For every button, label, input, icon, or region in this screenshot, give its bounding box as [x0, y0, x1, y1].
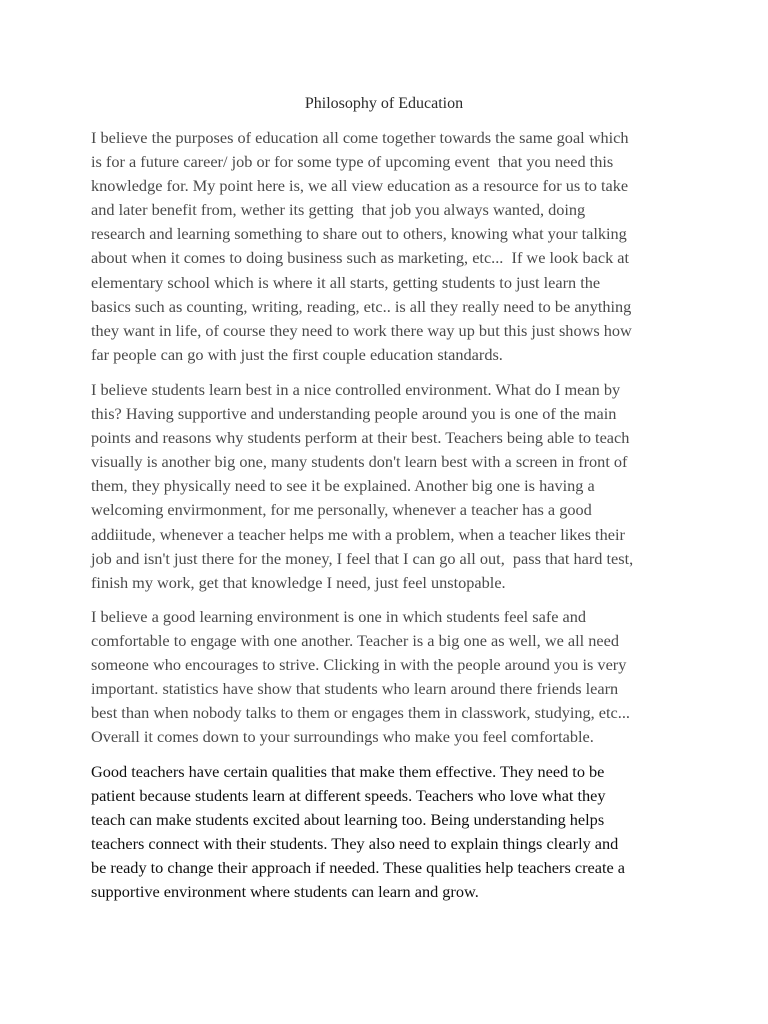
paragraph-4 — [91, 760, 687, 905]
paragraph-line: be ready to change their approach if needed. These qualities help teachers create a — [91, 858, 625, 878]
paragraph-line: knowledge for. My point here is, we all view education as a resource for us to take — [91, 176, 629, 196]
paragraph-line: teachers connect with their students. They also need to explain things clearly and — [91, 834, 619, 854]
paragraph-2 — [91, 378, 687, 595]
paragraph-line: best than when nobody talks to them or engages them in classwork, studying, etc... — [91, 703, 630, 723]
paragraph-3 — [91, 605, 687, 750]
paragraph-line: they want in life, of course they need to work there way up but this just shows how — [91, 320, 632, 340]
document-title: Philosophy of Education — [304, 95, 464, 112]
paragraph-line: I believe a good learning environment is one in which students feel safe and — [91, 607, 587, 626]
paragraph-line: patient because students learn at different speeds. Teachers who love what they — [91, 786, 606, 806]
paragraph-line: teach can make students excited about learning too. Being understanding helps — [91, 810, 605, 830]
paragraph-line: is for a future career/ job or for some type of upcoming event that you need this — [91, 152, 614, 172]
paragraph-1 — [91, 126, 687, 367]
paragraph-line: about when it comes to doing business such as marketing, etc... If we look back at — [91, 248, 630, 268]
paragraph-line: welcoming envirmonment, for me personally, whenever a teacher has a good — [91, 500, 592, 520]
paragraph-line: important. statistics have show that students who learn around there friends learn — [91, 679, 619, 699]
paragraph-line: them, they physically need to see it be explained. Another big one is having a — [91, 476, 595, 496]
paragraph-line: supportive environment where students can learn and grow. — [91, 882, 479, 902]
paragraph-line: elementary school which is where it all starts, getting students to just learn the — [91, 272, 601, 292]
paragraph-line: job and isn't just there for the money, I feel that I can go all out, pass that hard test, — [91, 548, 634, 568]
paragraph-line: someone who encourages to strive. Clicking in with the people around you is very — [91, 655, 627, 675]
paragraph-line: comfortable to engage with one another. Teacher is a big one as well, we all need — [91, 631, 619, 651]
paragraph-line: addiitude, whenever a teacher helps me with a problem, when a teacher likes their — [91, 524, 625, 544]
paragraph-line: points and reasons why students perform at their best. Teachers being able to teach — [91, 428, 630, 448]
paragraph-line: visually is another big one, many students don't learn best with a screen in front of — [91, 452, 628, 472]
paragraph-line: finish my work, get that knowledge I need, just feel unstopable. — [91, 572, 506, 592]
paragraph-line: I believe the purposes of education all come together towards the same goal which — [91, 128, 629, 147]
paragraph-line: basics such as counting, writing, reading, etc.. is all they really need to be anything — [91, 296, 632, 316]
paragraph-line: Good teachers have certain qualities that make them effective. They need to be — [91, 762, 605, 781]
paragraph-line: and later benefit from, wether its getting that job you always wanted, doing — [91, 200, 586, 220]
paragraph-line: I believe students learn best in a nice controlled environment. What do I mean by — [91, 380, 621, 399]
paragraph-line: far people can go with just the first couple education standards. — [91, 344, 503, 364]
paragraph-line: Overall it comes down to your surroundings who make you feel comfortable. — [91, 727, 594, 747]
paragraph-line: research and learning something to share out to others, knowing what your talking — [91, 224, 627, 244]
paragraph-line: this? Having supportive and understanding people around you is one of the main — [91, 404, 617, 424]
